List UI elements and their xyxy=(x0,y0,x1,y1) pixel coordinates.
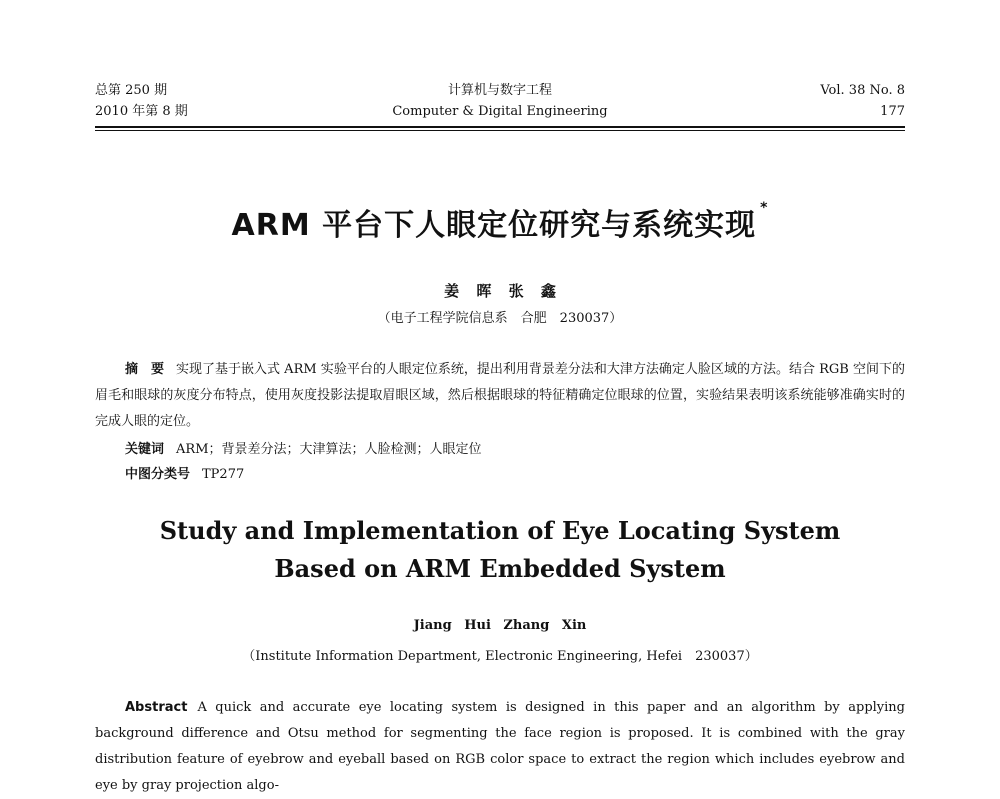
header-rule-thick xyxy=(95,126,905,128)
page-number: 177 xyxy=(880,104,905,119)
paper-title-cn xyxy=(0,200,1000,244)
footnote-mark: * xyxy=(760,200,769,216)
volume-info xyxy=(820,80,905,122)
abstract-en-label: Abstract xyxy=(125,700,188,715)
classification-text: TP277 xyxy=(202,467,245,482)
issue-year: 2010 年第 8 期 xyxy=(95,104,188,119)
abstract-cn-text: 实现了基于嵌入式 ARM 实验平台的人眼定位系统，提出利用背景差分法和大津方法确定人脸区域的方法。结合 RGB 空间下的眉毛和眼球的灰度分布特点，使用灰度投影法提取眉眼区域，然后根据眼球的特征精确定位眼球的位置，实验结果表明该系统能够准确实时的完成人眼的定位。 xyxy=(95,362,905,429)
authors-en: Jiang Hui Zhang Xin xyxy=(413,618,587,633)
journal-name xyxy=(95,80,905,122)
affiliation-cn: （电子工程学院信息系 合肥 230037） xyxy=(377,311,623,326)
affiliation-en: （Institute Information Department, Electronic Engineering, Hefei 230037） xyxy=(242,649,758,664)
abstract-cn xyxy=(95,357,905,435)
paper-title-en-line2: Based on ARM Embedded System xyxy=(274,554,726,583)
journal-name-en: Computer & Digital Engineering xyxy=(392,104,608,119)
abstract-en xyxy=(95,695,905,799)
keywords-label: 关键词 xyxy=(125,442,165,457)
authors-cn: 姜 晖 张 鑫 xyxy=(444,282,556,300)
paper-title-en-line1: Study and Implementation of Eye Locating System xyxy=(159,516,841,545)
abstract-cn-label: 摘 要 xyxy=(125,362,165,377)
paper-title-en xyxy=(0,512,1000,588)
keywords-text: ARM；背景差分法；大津算法；人脸检测；人眼定位 xyxy=(176,442,482,457)
classification-cn xyxy=(125,463,244,482)
header-rule-thin xyxy=(95,130,905,131)
classification-label: 中图分类号 xyxy=(125,467,191,482)
paper-title-cn-text: ARM 平台下人眼定位研究与系统实现 xyxy=(231,208,757,243)
issue-total: 总第 250 期 xyxy=(95,83,168,98)
abstract-en-text: A quick and accurate eye locating system is designed in this paper and an algorithm by applying background difference and Otsu method for segmenting the face region is proposed. It is combined with the gray distribution feature of eyebrow and eyeball based on RGB color space to extract the region which includes eyebrow and eye by gray projection algo- xyxy=(95,700,905,793)
volume-number: Vol. 38 No. 8 xyxy=(820,83,905,98)
keywords-cn xyxy=(125,438,482,457)
journal-name-cn: 计算机与数字工程 xyxy=(447,83,552,98)
journal-header xyxy=(95,80,905,132)
